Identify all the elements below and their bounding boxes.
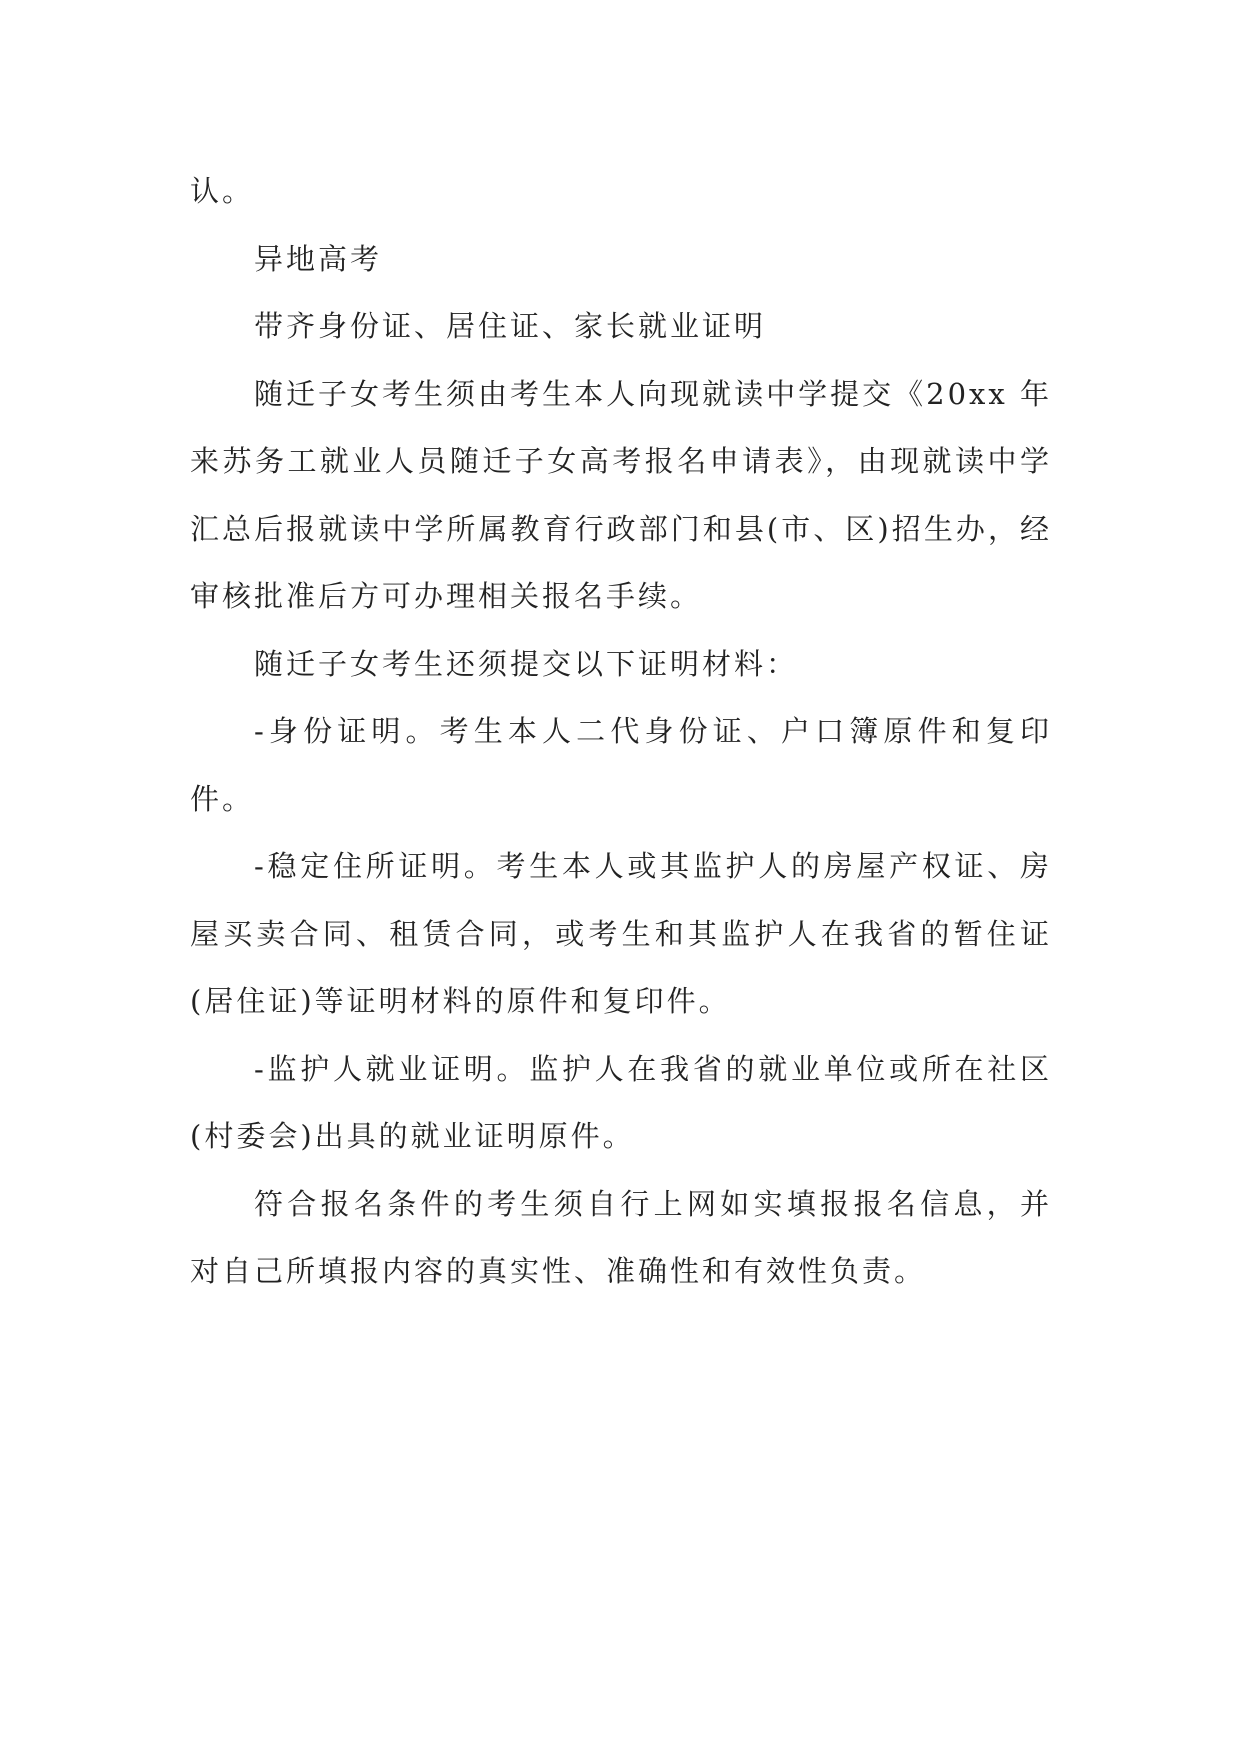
paragraph-online-registration: 符合报名条件的考生须自行上网如实填报报名信息，并对自己所填报内容的真实性、准确性和有效性负责。 xyxy=(190,1186,1052,1288)
list-item-identity-proof: -身份证明。考生本人二代身份证、户口簿原件和复印件。 xyxy=(190,714,1052,816)
paragraph-materials-intro: 随迁子女考生还须提交以下证明材料： xyxy=(254,646,799,681)
subheading-required-documents: 带齐身份证、居住证、家长就业证明 xyxy=(254,309,767,343)
paragraph-continuation: 认。 xyxy=(190,174,255,208)
list-item-employment-proof: -监护人就业证明。监护人在我省的就业单位或所在社区(村委会)出具的就业证明原件。 xyxy=(190,1051,1052,1153)
heading-remote-exam: 异地高考 xyxy=(254,241,383,276)
list-item-residence-proof: -稳定住所证明。考生本人或其监护人的房屋产权证、房屋买卖合同、租赁合同，或考生和其监护人在我省的暂住证(居住证)等证明材料的原件和复印件。 xyxy=(190,849,1052,1018)
paragraph-application-procedure: 随迁子女考生须由考生本人向现就读中学提交《20xx 年来苏务工就业人员随迁子女高考报名申请表》，由现就读中学汇总后报就读中学所属教育行政部门和县(市、区)招生办，经审核批准后方可办理相关报名手续。 xyxy=(190,376,1052,613)
document-body xyxy=(190,158,1052,1306)
